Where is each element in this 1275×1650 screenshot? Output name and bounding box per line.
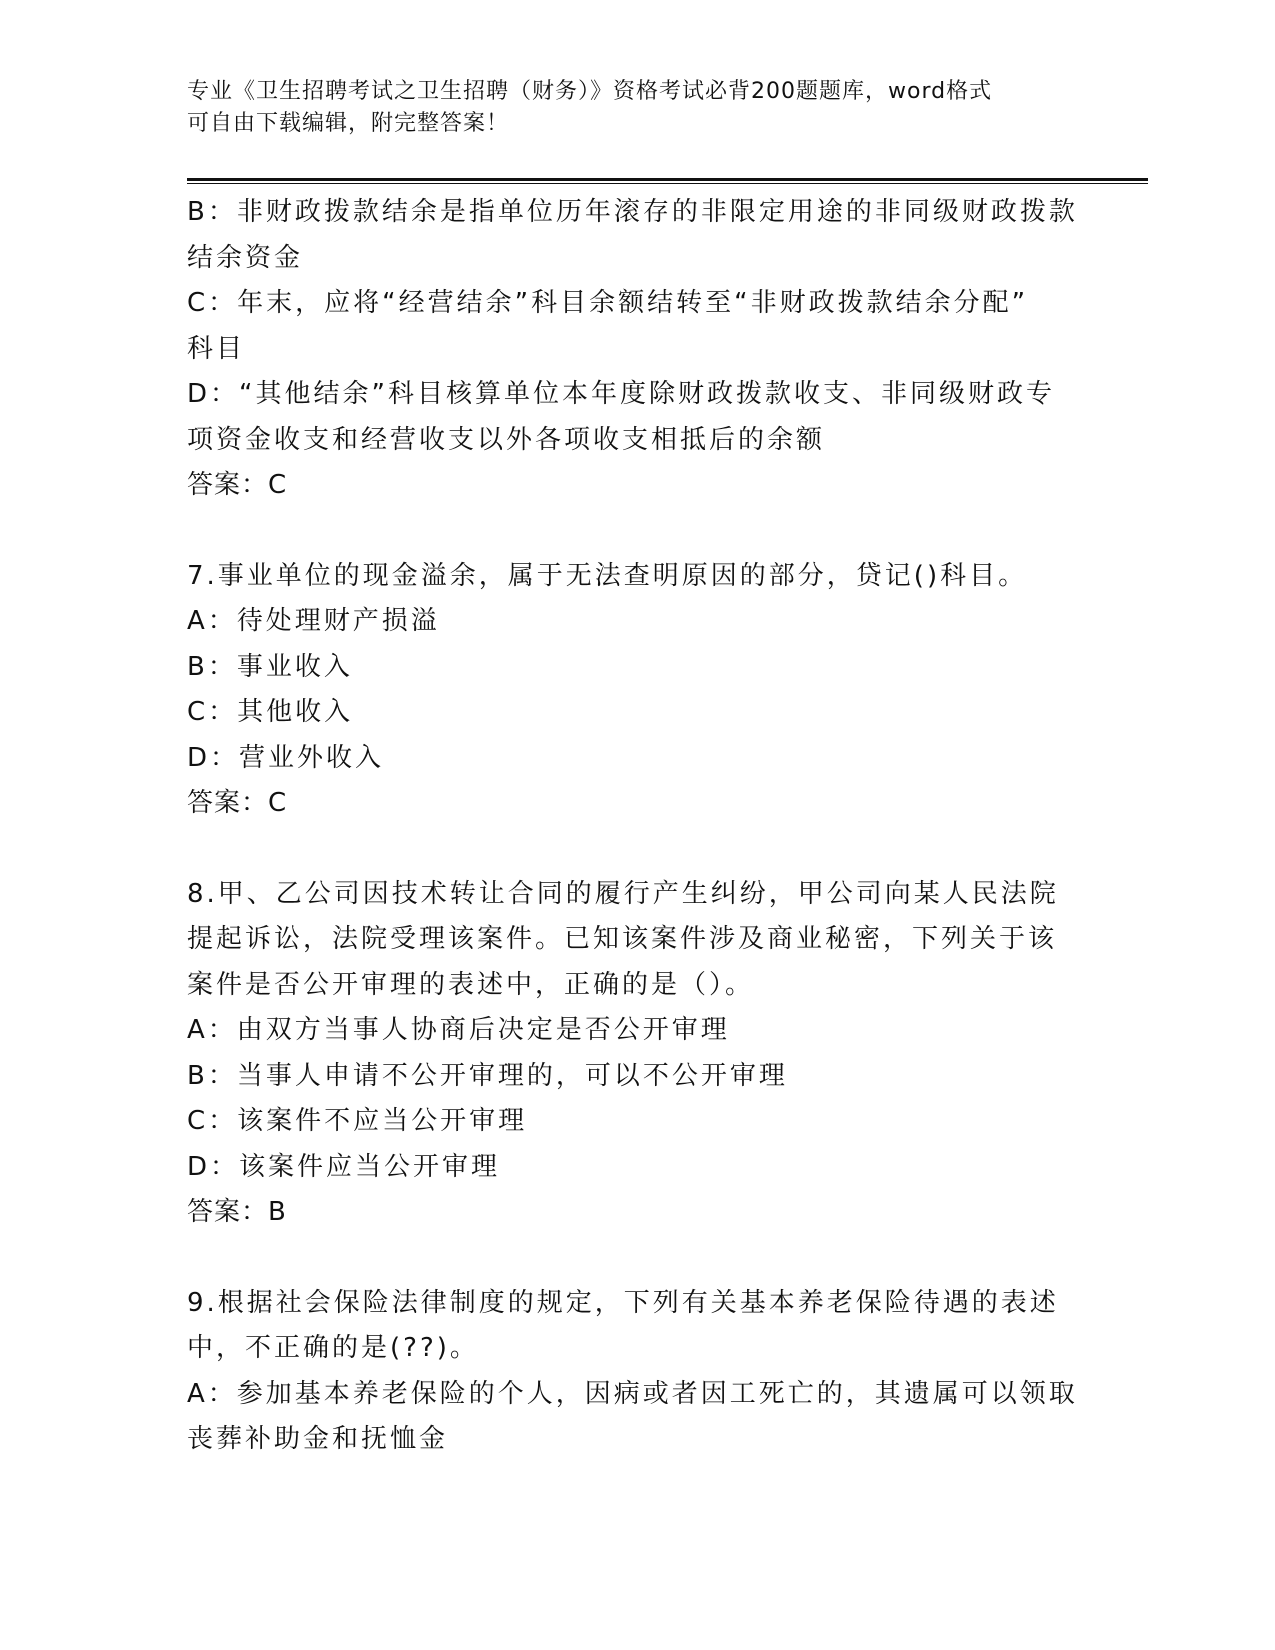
question-8 xyxy=(187,872,1087,1236)
option-b-line-2: 结余资金 xyxy=(187,242,304,273)
option-a-line-1: A：参加基本养老保险的个人，因病或者因工死亡的，其遗属可以领取 xyxy=(187,1378,1078,1409)
option-d-line-1: D：“其他结余”科目核算单位本年度除财政拨款收支、非同级财政专 xyxy=(187,379,1055,409)
question-stem-line-1: 8.甲、乙公司因技术转让合同的履行产生纠纷，甲公司向某人民法院 xyxy=(187,878,1059,909)
question-stem: 7.事业单位的现金溢余，属于无法查明原因的部分，贷记()科目。 xyxy=(187,560,1028,591)
option-b-line-1: B：非财政拨款结余是指单位历年滚存的非限定用途的非同级财政拨款 xyxy=(187,197,1078,227)
option-a: A：由双方当事人协商后决定是否公开审理 xyxy=(187,1015,730,1045)
question-stem-line-2: 提起诉讼，法院受理该案件。已知该案件涉及商业秘密，下列关于该 xyxy=(187,924,1058,954)
answer-line: 答案：C xyxy=(187,788,288,818)
spacer xyxy=(187,1236,1087,1281)
option-a-line-2: 丧葬补助金和抚恤金 xyxy=(187,1424,449,1454)
option-d: D：营业外收入 xyxy=(187,742,385,773)
question-list xyxy=(187,190,1087,1463)
question-stem-line-1: 9.根据社会保险法律制度的规定，下列有关基本养老保险待遇的表述 xyxy=(187,1287,1059,1318)
answer-line: 答案：B xyxy=(187,1197,287,1227)
header-rule-thin xyxy=(187,183,1148,184)
question-7 xyxy=(187,554,1087,827)
option-c: C：其他收入 xyxy=(187,697,354,727)
option-b: B：当事人申请不公开审理的，可以不公开审理 xyxy=(187,1060,788,1091)
spacer xyxy=(187,827,1087,872)
document-header xyxy=(187,76,1087,140)
option-a: A：待处理财产损溢 xyxy=(187,606,440,636)
option-c-line-1: C：年末，应将“经营结余”科目余额结转至“非财政拨款结余分配” xyxy=(187,288,1029,318)
header-title-line-1: 专业《卫生招聘考试之卫生招聘（财务）》资格考试必背200题题库，word格式 xyxy=(187,79,993,104)
question-9 xyxy=(187,1281,1087,1463)
answer-line: 答案：C xyxy=(187,470,288,500)
option-c: C：该案件不应当公开审理 xyxy=(187,1106,528,1136)
question-6-continued xyxy=(187,190,1087,509)
question-stem-line-2: 中，不正确的是(??)。 xyxy=(187,1333,479,1363)
spacer xyxy=(187,509,1087,554)
option-b: B：事业收入 xyxy=(187,651,353,682)
option-d-line-2: 项资金收支和经营收支以外各项收支相抵后的余额 xyxy=(187,424,826,455)
header-title-line-2: 可自由下载编辑，附完整答案！ xyxy=(187,111,510,136)
option-c-line-2: 科目 xyxy=(187,333,246,364)
question-stem-line-3: 案件是否公开审理的表述中，正确的是（）。 xyxy=(187,969,755,1000)
option-d: D：该案件应当公开审理 xyxy=(187,1151,501,1182)
header-rule-thick xyxy=(187,178,1148,181)
